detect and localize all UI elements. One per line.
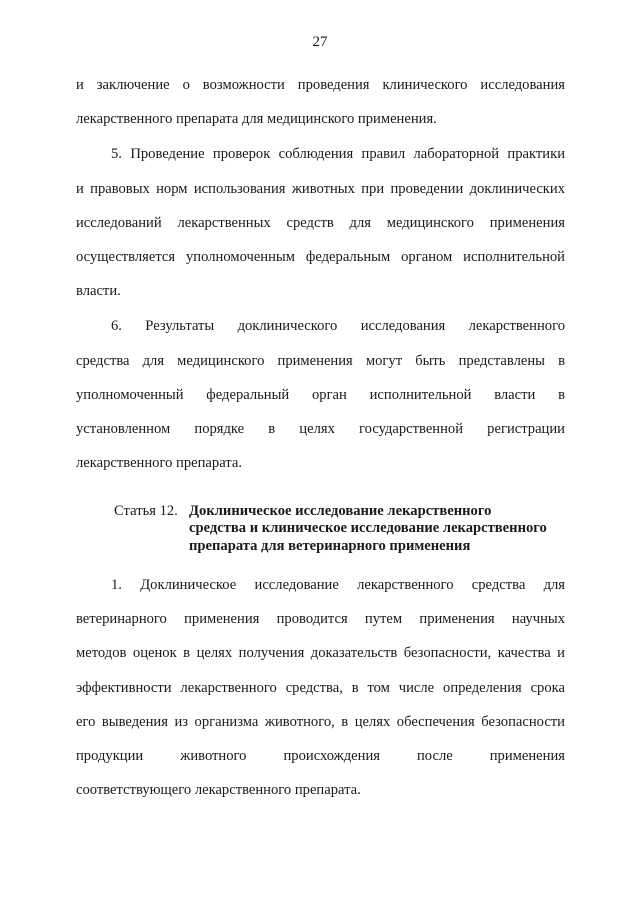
text-line: лекарственного препарата для медицинского применения. <box>76 111 437 128</box>
text-line: уполномоченный федеральный орган исполнительной власти в <box>76 386 565 403</box>
body-text-bottom <box>76 568 565 807</box>
text-line: продукции животного происхождения после применения <box>76 748 565 765</box>
text-line: установленном порядке в целях государственной регистрации <box>76 421 565 438</box>
text-line: лекарственного препарата. <box>76 455 242 472</box>
text-line: осуществляется уполномоченным федеральным органом исполнительной <box>76 249 565 266</box>
article-title-line: препарата для ветеринарного применения <box>189 537 471 554</box>
paragraph-item-5 <box>76 137 565 308</box>
text-line: и заключение о возможности проведения клинического исследования <box>76 77 565 93</box>
paragraph-conclusion <box>76 68 565 136</box>
text-line: 5. Проведение проверок соблюдения правил лабораторной практики <box>111 146 565 163</box>
text-line: и правовых норм использования животных при проведении доклинических <box>76 180 565 197</box>
text-line: его выведения из организма животного, в целях обеспечения безопасности <box>76 713 565 730</box>
text-line: 1. Доклиническое исследование лекарственного средства для <box>111 577 565 593</box>
text-line: ветеринарного применения проводится путем применения научных <box>76 611 565 628</box>
text-line: средства для медицинского применения могут быть представлены в <box>76 352 565 369</box>
article-title-line: Доклиническое исследование лекарственного <box>189 503 492 519</box>
text-line: эффективности лекарственного средства, в том числе определения срока <box>76 679 565 696</box>
article-title-line: средства и клиническое исследование лекарственного <box>189 520 547 537</box>
body-text-top <box>76 68 565 480</box>
page-number: 27 <box>312 34 328 50</box>
article-title <box>189 503 547 555</box>
article-label: Статья 12. <box>114 503 178 519</box>
text-line: соответствующего лекарственного препарата. <box>76 782 361 799</box>
paragraph-item-6 <box>76 309 565 480</box>
paragraph-article-12-item-1 <box>76 568 565 807</box>
text-line: 6. Результаты доклинического исследования лекарственного <box>111 318 565 335</box>
text-line: исследований лекарственных средств для медицинского применения <box>76 214 565 231</box>
text-line: методов оценок в целях получения доказательств безопасности, качества и <box>76 645 565 662</box>
text-line: власти. <box>76 283 121 300</box>
